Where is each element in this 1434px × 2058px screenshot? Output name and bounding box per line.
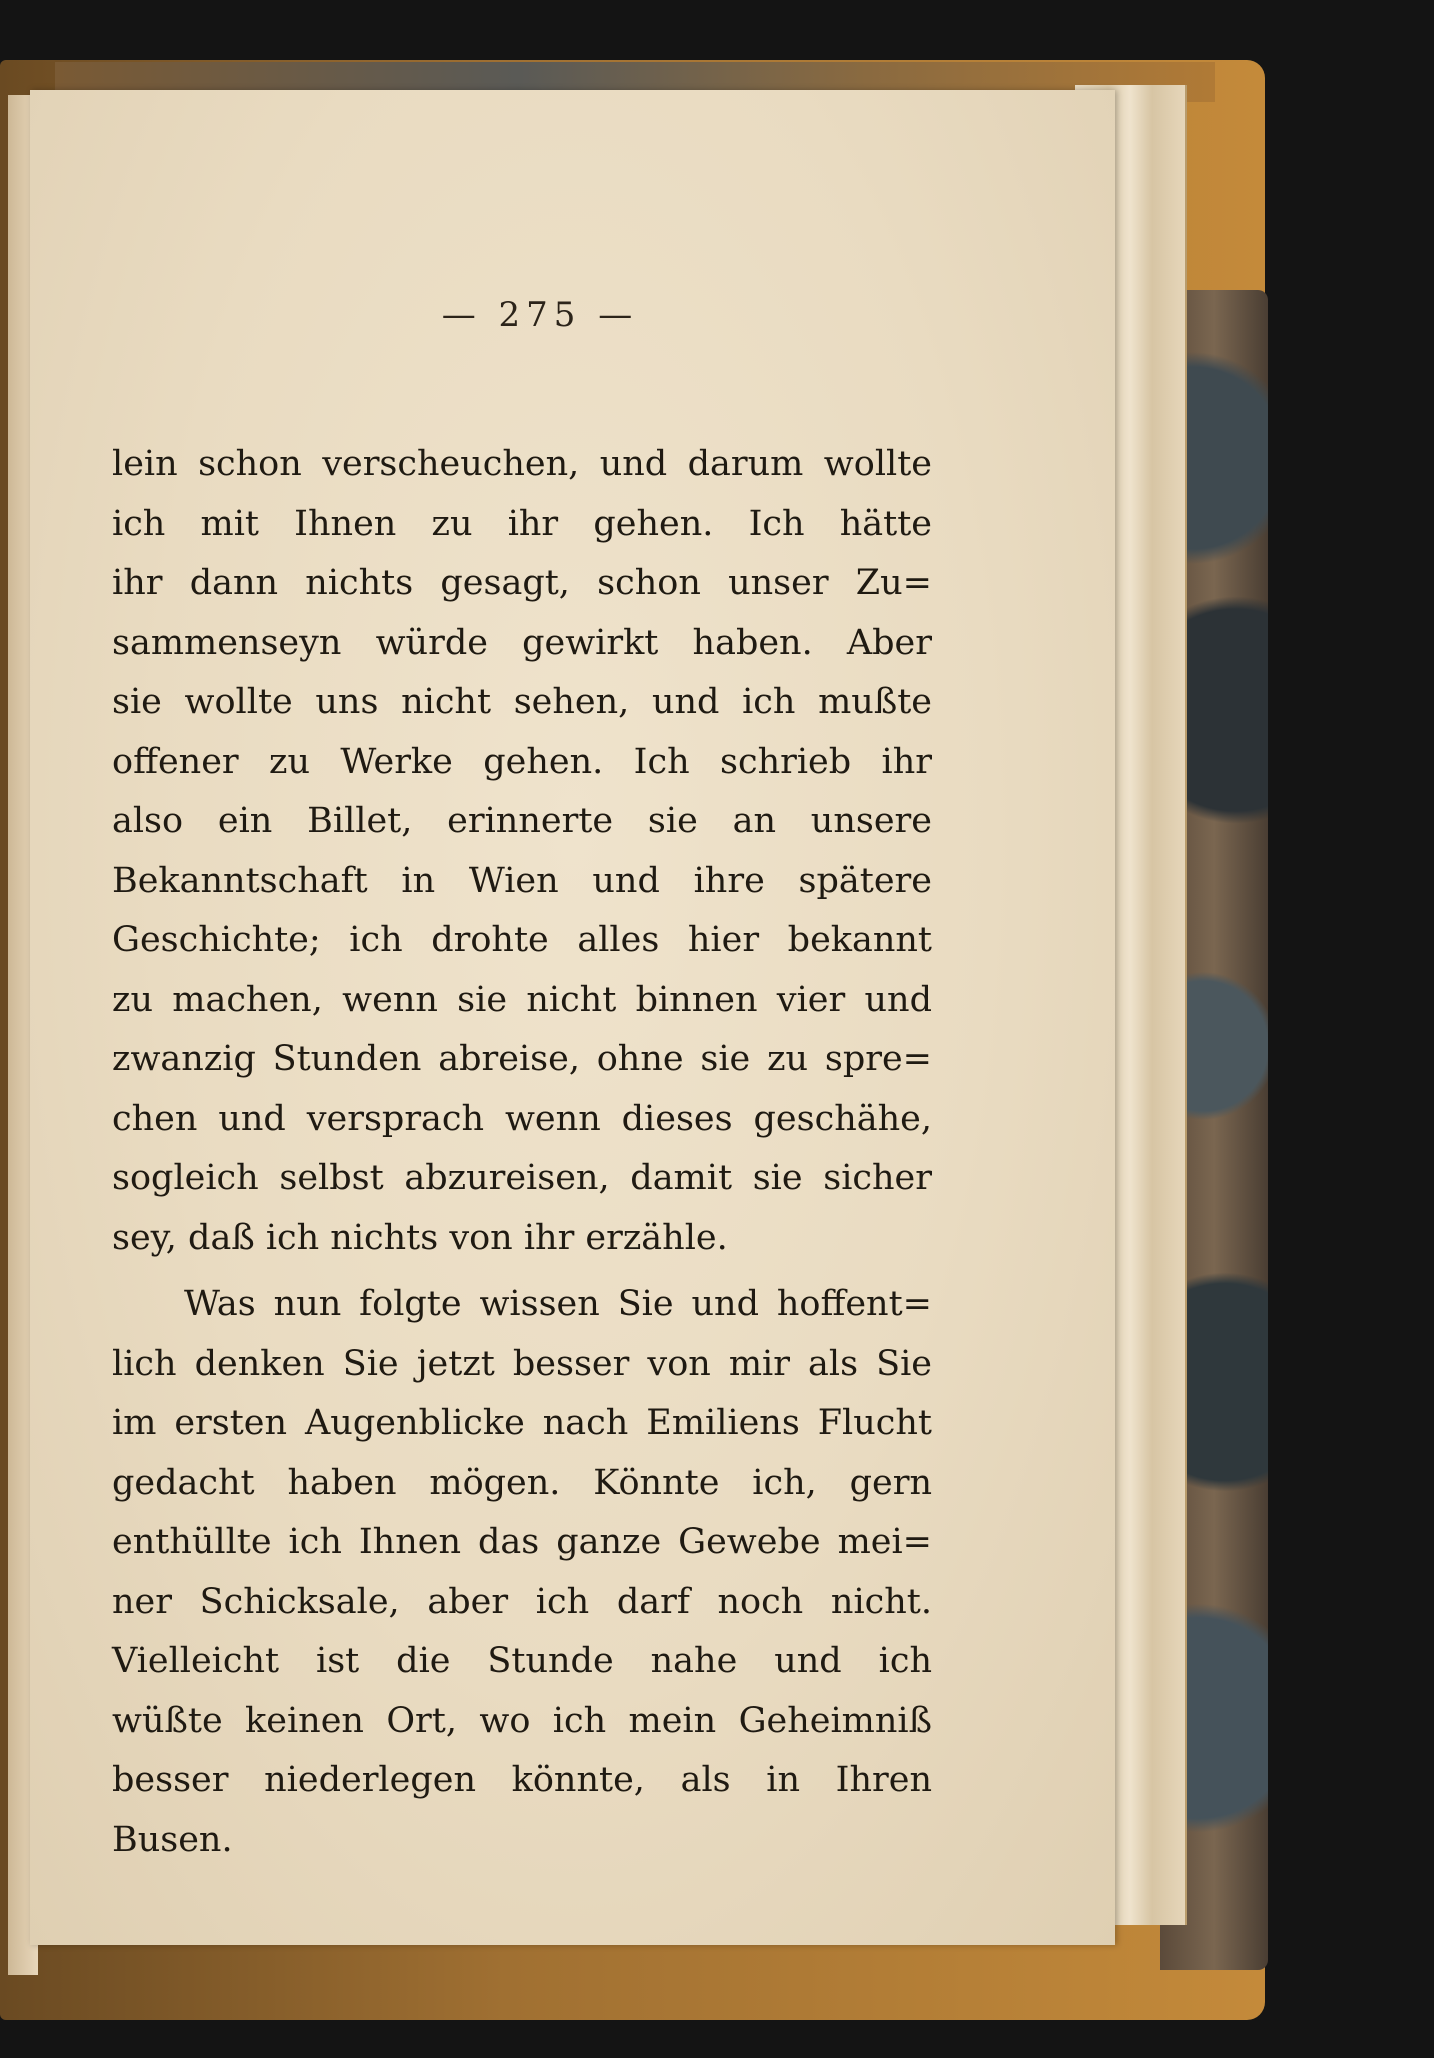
text-line: lein schon verscheuchen, und darum wollte (112, 444, 932, 484)
text-line: zwanzig Stunden abreise, ohne sie zu spre= (112, 1039, 932, 1079)
book-page (30, 90, 1115, 1945)
text-line: offener zu Werke gehen. Ich schrieb ihr (112, 741, 932, 782)
text-line: zu machen, wenn sie nicht binnen vier und (112, 979, 932, 1020)
text-line: lich denken Sie jetzt besser von mir als Sie (112, 1343, 932, 1384)
text-line: sammenseyn würde gewirkt haben. Aber (112, 622, 932, 663)
text-line: chen und versprach wenn dieses geschähe, (112, 1098, 932, 1139)
text-line: besser niederlegen könnte, als in Ihren (112, 1760, 932, 1800)
text-line: Was nun folgte wissen Sie und hoffent= (184, 1284, 932, 1324)
text-line: ner Schicksale, aber ich darf noch nicht. (112, 1581, 932, 1622)
text-line: wüßte keinen Ort, wo ich mein Geheimniß (112, 1700, 932, 1741)
text-line: sie wollte uns nicht sehen, und ich mußte (112, 682, 932, 722)
paragraph-2 (112, 1275, 932, 1870)
text-line: gedacht haben mögen. Könnte ich, gern (112, 1462, 932, 1503)
text-line: sey, daß ich nichts von ihr erzähle. (112, 1217, 728, 1258)
text-line: Busen. (112, 1819, 233, 1860)
text-line: Vielleicht ist die Stunde nahe und ich (112, 1641, 932, 1681)
text-line: Geschichte; ich drohte alles hier bekannt (112, 920, 932, 960)
text-line: also ein Billet, erinnerte sie an unsere (112, 801, 932, 841)
page-number: — 275 — (441, 295, 639, 335)
text-line: im ersten Augenblicke nach Emiliens Flucht (112, 1403, 932, 1443)
text-line: ihr dann nichts gesagt, schon unser Zu= (112, 563, 932, 603)
paragraph-1 (112, 435, 932, 1268)
text-line: ich mit Ihnen zu ihr gehen. Ich hätte (112, 503, 932, 544)
text-line: sogleich selbst abzureisen, damit sie sicher (112, 1158, 932, 1198)
text-line: enthüllte ich Ihnen das ganze Gewebe mei= (112, 1522, 932, 1562)
text-line: Bekanntschaft in Wien und ihre spätere (112, 860, 932, 901)
